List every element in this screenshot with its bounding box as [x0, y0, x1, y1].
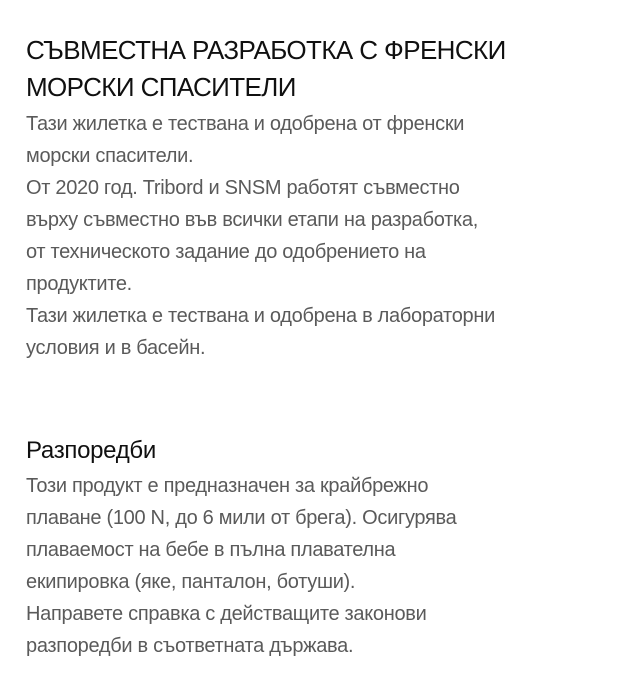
regulations-title: Разпоредби: [26, 437, 156, 464]
body-line: разпоредби в съответната държава.: [26, 635, 354, 657]
body-line: екипировка (яке, панталон, ботуши).: [26, 571, 356, 593]
section-title: [26, 32, 607, 106]
section-body: [26, 108, 607, 364]
body-line: плаваемост на бебе в пълна плавателна: [26, 539, 396, 561]
body-line: Този продукт е предназначен за крайбрежно: [26, 475, 429, 497]
body-line: условия и в басейн.: [26, 337, 206, 359]
body-line: От 2020 год. Tribord и SNSM работят съвместно: [26, 177, 460, 199]
co-development-section: [26, 32, 607, 364]
body-line: продуктите.: [26, 273, 132, 295]
body-line: плаване (100 N, до 6 мили от брега). Осигурява: [26, 507, 457, 529]
body-line: върху съвместно във всички етапи на разработка,: [26, 209, 478, 231]
body-line: морски спасители.: [26, 145, 194, 167]
regulations-section: [26, 434, 607, 662]
body-line: Направете справка с действащите законови: [26, 603, 427, 625]
regulations-body: [26, 470, 607, 662]
title-line-1: СЪВМЕСТНА РАЗРАБОТКА С ФРЕНСКИ: [26, 35, 506, 65]
title-line-2: МОРСКИ СПАСИТЕЛИ: [26, 72, 296, 102]
body-line: от техническото задание до одобрението на: [26, 241, 426, 263]
body-line: Тази жилетка е тествана и одобрена в лабораторни: [26, 305, 495, 327]
body-line: Тази жилетка е тествана и одобрена от френски: [26, 113, 465, 135]
